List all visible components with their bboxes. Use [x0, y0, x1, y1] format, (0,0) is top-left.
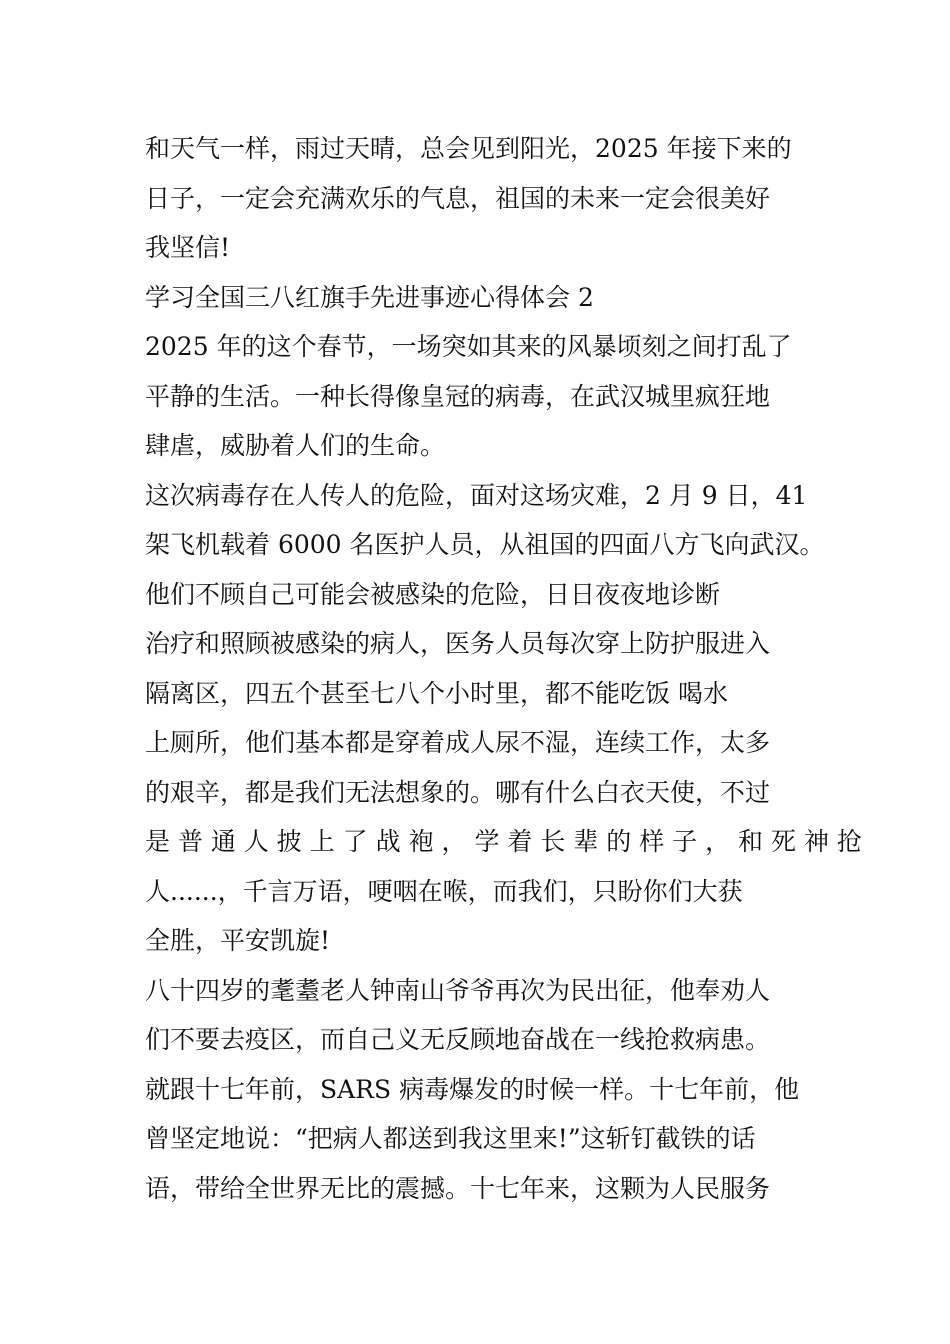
text-line-7: 肆虐，威胁着人们的生命。: [145, 431, 446, 460]
text-line-11: 治疗和照顾被感染的病人，医务人员每次穿上防护服进入: [145, 629, 771, 658]
text-line-12: 隔离区，四五个甚至七八个小时里，都不能吃饭 喝水: [145, 678, 728, 708]
text-line-13: 上厕所，他们基本都是穿着成人尿不湿，连续工作，太多: [145, 728, 771, 757]
text-line-5: 2025 年的这个春节，一场突如其来的风暴顷刻之间打乱了: [145, 332, 792, 361]
text-line-2: 日子，一定会充满欢乐的气息，祖国的未来一定会很美好: [145, 183, 771, 213]
document-body: [145, 124, 862, 1213]
text-line-3: 我坚信!: [145, 233, 231, 262]
text-line-22: 语，带给全世界无比的震撼。十七年来，这颗为人民服务: [145, 1173, 771, 1203]
text-line-14: 的艰辛，都是我们无法想象的。哪有什么白衣天使，不过: [145, 777, 771, 807]
text-line-8: 这次病毒存在人传人的危险，面对这场灾难，2 月 9 日，41: [145, 480, 808, 510]
text-line-21: 曾坚定地说：“把病人都送到我这里来!”这斩钉截铁的话: [145, 1124, 756, 1153]
text-line-10: 他们不顾自己可能会被感染的危险，日日夜夜地诊断: [145, 579, 721, 609]
text-line-19: 们不要去疫区，而自己义无反顾地奋战在一线抢救病患。: [145, 1025, 771, 1054]
text-line-18: 八十四岁的耄耋老人钟南山爷爷再次为民出征，他奉劝人: [145, 975, 771, 1005]
section-heading: 学习全国三八红旗手先进事迹心得体会 2: [145, 282, 594, 312]
text-line-9: 架飞机载着 6000 名医护人员，从祖国的四面八方飞向武汉。: [145, 530, 825, 559]
text-line-20: 就跟十七年前，SARS 病毒爆发的时候一样。十七年前，他: [145, 1074, 800, 1104]
text-line-16: 人......，千言万语，哽咽在喉，而我们，只盼你们大获: [145, 876, 743, 906]
text-line-15: 是 普 通 人 披 上 了 战 袍 ， 学 着 长 辈 的 样 子 ， 和 死 神 抢: [145, 827, 862, 856]
text-line-6: 平静的生活。一种长得像皇冠的病毒，在武汉城里疯狂地: [145, 381, 771, 411]
text-line-1: 和天气一样，雨过天晴，总会见到阳光，2025 年接下来的: [145, 134, 792, 163]
text-line-17: 全胜，平安凯旋!: [145, 926, 331, 955]
